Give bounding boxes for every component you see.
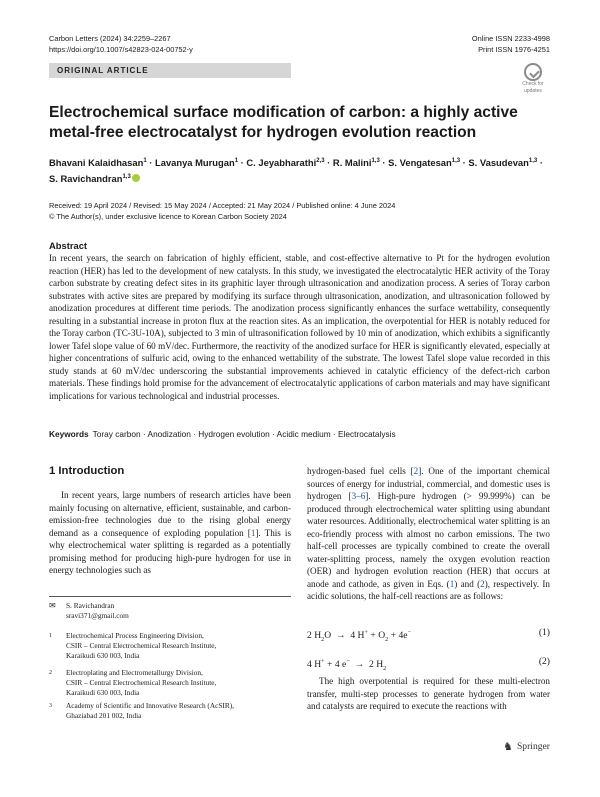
citation-link[interactable]: 3–6 bbox=[351, 491, 366, 502]
left-column bbox=[49, 465, 291, 577]
equation-1 bbox=[307, 626, 550, 644]
eq-arrow: → bbox=[354, 659, 365, 671]
intro-paragraph: The high overpotential is required for these multi-electron transfer, multi-step processes to generate hydrogen from water and catalysts are required to execute the reactions with bbox=[307, 676, 550, 712]
equation-2 bbox=[307, 655, 550, 673]
correspondence bbox=[49, 601, 291, 621]
intro-paragraph bbox=[307, 465, 550, 603]
email-link[interactable]: sravi371@gmail.com bbox=[66, 611, 129, 620]
affiliation-line: Academy of Scientific and Innovative Research (AcSIR), bbox=[66, 701, 234, 710]
equation-number: (2) bbox=[538, 656, 550, 667]
equation-link[interactable]: 1 bbox=[449, 578, 455, 589]
author-affiliation: 1,3 bbox=[371, 158, 380, 164]
keywords-line bbox=[49, 429, 550, 440]
citation-link[interactable]: 2 bbox=[413, 466, 419, 476]
article-type-banner: ORIGINAL ARTICLE bbox=[49, 63, 291, 78]
affiliation bbox=[49, 631, 291, 661]
envelope-icon: ✉ bbox=[49, 601, 56, 610]
affiliation-line: CSIR – Central Electrochemical Research Institute, bbox=[66, 678, 217, 687]
text-run: ), respectively. In acidic solutions, the half-cell reactions are as follows: bbox=[307, 578, 550, 602]
eq-superscript: + bbox=[364, 629, 368, 636]
affiliation bbox=[49, 701, 291, 721]
paper-title: Electrochemical surface modification of carbon: a highly active metal-free electrocatalyst for hydrogen evolution reaction bbox=[49, 104, 518, 141]
equation-number: (1) bbox=[538, 627, 550, 638]
author-name[interactable]: S. Vengatesan bbox=[388, 157, 452, 169]
section-heading: 1 Introduction bbox=[49, 465, 125, 477]
eq-operator: + bbox=[390, 630, 397, 642]
text-run: ]. High-pure hydrogen (> 99.999%) can be produced through electrochemical water splitting using abundant water resources. Additionally, electrochemical water splitting is an eco-friendly process with almost no carbon emissions. The two half-cell processes are typically combined to create the overall water-splitting process, namely the oxygen evolution reaction (OER) and hydrogen evolution reaction (HER) that occurs at anode and cathode, as given in Eqs. ( bbox=[307, 491, 550, 589]
affiliation-line: Electroplating and Electrometallurgy Division, bbox=[66, 668, 203, 677]
eq-term: O bbox=[324, 630, 332, 642]
author-affiliation: 1,3 bbox=[528, 158, 538, 164]
right-column-continued bbox=[307, 675, 550, 713]
eq-superscript: − bbox=[346, 658, 350, 665]
publisher-name: Springer bbox=[516, 741, 550, 752]
check-label-line2: updates bbox=[524, 87, 542, 94]
eq-term: 4 e bbox=[334, 659, 347, 671]
eq-term: 4e bbox=[398, 630, 408, 642]
springer-horse-icon: ♞ bbox=[503, 741, 513, 753]
keywords-text: Toray carbon · Anodization · Hydrogen evolution · Acidic medium · Electrocatalysis bbox=[92, 429, 396, 439]
orcid-icon[interactable] bbox=[132, 174, 140, 182]
author-list: Bhavani Kalaidhasan$^1$ · Lavanya Murugan$^1$ · C. Jeyabharathi$^{2,3}$ · R. Malini$^{1,3}$ · S. Vengatesan$^{1,3}$ · S. Vasudevan$^{1,3}$ · S. Ravichandran$^{1,3}$ bbox=[49, 157, 543, 185]
affiliation bbox=[49, 668, 291, 698]
text-run: hydrogen-based fuel cells [ bbox=[307, 466, 414, 476]
right-column bbox=[307, 465, 550, 603]
author-affiliation: 1,3 bbox=[122, 174, 131, 181]
author-name[interactable]: C. Jeyabharathi bbox=[246, 157, 317, 169]
copyright-line: © The Author(s), under exclusive licence to Korean Carbon Society 2024 bbox=[49, 211, 287, 221]
eq-superscript: + bbox=[321, 658, 325, 665]
author-affiliation: 1,3 bbox=[451, 158, 461, 164]
affiliation-number: 3 bbox=[49, 703, 52, 709]
citation-link[interactable]: 1 bbox=[250, 527, 256, 538]
eq-superscript: − bbox=[407, 629, 412, 636]
affiliation-number: 2 bbox=[49, 670, 52, 676]
check-label-line1: Check for bbox=[522, 81, 544, 87]
affiliation-line: Ghaziabad 201 002, India bbox=[66, 711, 142, 720]
abstract-text: In recent years, the search on fabrication of highly efficient, stable, and cost-effective alternative to Pt for the hydrogen evolution reaction (HER) has led to the development of new catalysts. In this study, we investigated the electrocatalytic HER activity of the Toray carbon substrate by creating defect sites in its graphitic layer through ultrasonication and anodization process. A series of Toray carbon substrates with active sites are prepared by modifying its surface through ultrasonication, anodization, and ultrasonication followed by anodization procedures at different time periods. The anodization process significantly enhances the surface wettability, consequently resulting in a substantial increase in proton flux at the reaction sites. As an implication, the overpotential for HER is notably reduced for the Toray carbon (TC-3U-10A), subjected to 3 min of ultrasonification followed by 10 min of anodization, which exhibits a significantly lower Tafel slope value of 60 mV/dec. Furthermore, the reactivity of the anodized surface for HER is significantly elevated, especially at higher concentrations of sulfuric acid, owing to the enhanced wettability of the substrate. The lowest Tafel slope value recorded in this study stands at 60 mV/dec underscoring the substantial improvements achieved in catalytic efficiency of the defect-rich carbon materials. These findings hold promise for the advancement of electrocatalytic applications of carbon materials and may have significant implications for various technological and industrial processes. bbox=[49, 253, 550, 402]
keywords-label: Keywords bbox=[49, 429, 89, 439]
author-name[interactable]: S. Vasudevan bbox=[468, 157, 529, 169]
text-run: ]. One of the important chemical sources of energy for industrial, commercial, and domestic uses is hydrogen [ bbox=[307, 466, 550, 502]
affiliation-line: CSIR – Central Electrochemical Research Institute, bbox=[66, 641, 217, 650]
eq-subscript: 2 bbox=[383, 665, 387, 673]
intro-paragraph bbox=[49, 489, 291, 577]
history-dates: Received: 19 April 2024 / Revised: 15 May 2024 / Accepted: 21 May 2024 / Published online: 4 June 2024 bbox=[49, 201, 396, 210]
eq-subscript: 2 bbox=[385, 636, 389, 644]
affiliation-line: Electrochemical Process Engineering Division, bbox=[66, 631, 204, 640]
eq-term: 2 H bbox=[369, 659, 384, 671]
eq-operator: + bbox=[370, 630, 376, 642]
check-for-updates-badge[interactable] bbox=[516, 63, 550, 97]
text-run: ]. This is why electrochemical water splitting is regarded as a potentially promising method for producing high-pure hydrogen for use in energy technologies such as bbox=[49, 527, 291, 576]
text-run: In recent years, large numbers of research articles have been mainly focusing on alternative, efficient, sustainable, and carbon-emission-free technologies due to the rising global energy demand as a consequence of exploding population [ bbox=[49, 490, 291, 538]
issn-block bbox=[472, 33, 550, 55]
eq-subscript: 2 bbox=[321, 636, 325, 644]
eq-term: 4 H bbox=[307, 659, 322, 671]
publisher-logo bbox=[503, 740, 550, 753]
article-dates bbox=[49, 201, 549, 222]
doi-link[interactable]: https://doi.org/10.1007/s42823-024-00752-y bbox=[49, 45, 193, 54]
online-issn: Online ISSN 2233-4998 bbox=[471, 34, 550, 43]
author-affiliation: 1 bbox=[143, 158, 147, 164]
journal-header bbox=[49, 33, 193, 55]
affiliation-line: Karaikudi 630 003, India bbox=[66, 688, 140, 697]
eq-arrow: → bbox=[335, 630, 346, 642]
author-affiliation: 2,3 bbox=[316, 158, 325, 164]
text-run: ) and ( bbox=[454, 578, 481, 589]
author-name[interactable]: Lavanya Murugan bbox=[155, 157, 235, 169]
equation-expression bbox=[307, 655, 386, 676]
author-name[interactable]: S. Ravichandran bbox=[49, 173, 123, 185]
equation-link[interactable]: 2 bbox=[480, 578, 485, 589]
print-issn: Print ISSN 1976-4251 bbox=[478, 45, 550, 54]
abstract-heading: Abstract bbox=[49, 240, 88, 251]
corresponding-author: S. Ravichandran bbox=[66, 601, 115, 610]
eq-term: 2 H bbox=[307, 630, 322, 642]
author-name[interactable]: R. Malini bbox=[332, 157, 372, 169]
author-affiliation: 1 bbox=[234, 158, 239, 164]
affiliation-line: Karaikudi 630 003, India bbox=[66, 651, 140, 660]
author-name[interactable]: Bhavani Kalaidhasan bbox=[49, 157, 144, 169]
eq-operator: + bbox=[327, 659, 333, 671]
check-circle-icon bbox=[524, 63, 542, 81]
eq-term: 4 H bbox=[350, 630, 365, 642]
eq-term: O bbox=[378, 630, 386, 642]
equation-expression bbox=[307, 626, 411, 647]
journal-citation: Carbon Letters (2024) 34:2259–2267 bbox=[49, 34, 171, 43]
affiliation-number: 1 bbox=[49, 633, 52, 639]
footnote-divider bbox=[49, 596, 291, 597]
